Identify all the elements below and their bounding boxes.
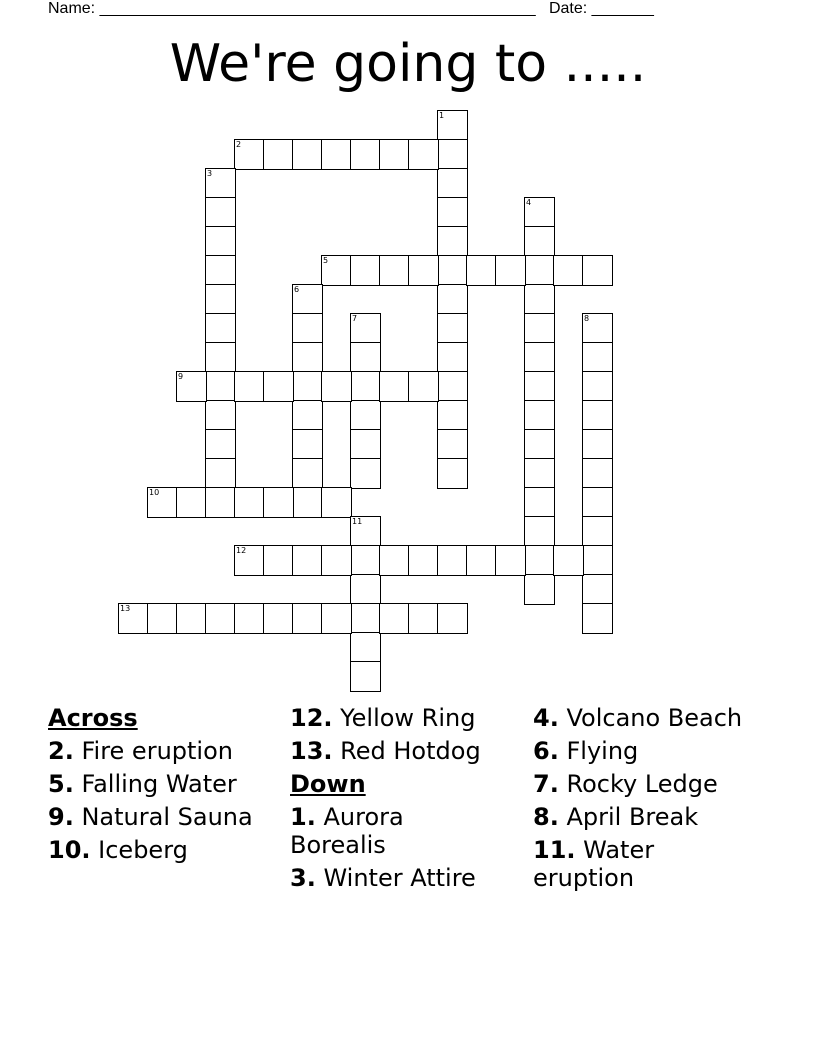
grid-cell[interactable] [234,545,265,576]
clue-text: Rocky Ledge [566,770,718,798]
grid-cell[interactable] [147,487,178,518]
clue-text: Iceberg [98,836,188,864]
grid-cell[interactable] [205,400,236,431]
grid-cell[interactable] [524,255,555,286]
cell-number: 12 [236,546,247,555]
grid-cell[interactable] [292,371,323,402]
clue-text: Red Hotdog [340,737,481,765]
grid-cell[interactable] [292,313,323,344]
grid-cell[interactable] [350,632,381,663]
date-label: Date: [548,0,588,17]
clue-text: Volcano Beach [566,704,743,732]
grid-cell[interactable] [437,110,468,141]
cell-number: 11 [352,517,363,526]
clue-number: 9. [48,803,74,831]
clue-down-1 [290,803,505,859]
clue-text: Water eruption [533,836,655,892]
grid-cell[interactable] [437,139,468,170]
grid-cell[interactable] [437,400,468,431]
grid-cell[interactable] [524,458,555,489]
date-field[interactable]: _______ [591,0,654,17]
grid-cell[interactable] [350,458,381,489]
grid-cell[interactable] [234,371,265,402]
grid-cell[interactable] [524,284,555,315]
cell-number: 2 [236,140,242,149]
grid-cell[interactable] [582,313,613,344]
grid-cell[interactable] [205,226,236,257]
grid-cell[interactable] [495,255,526,286]
cell-number: 4 [526,198,532,207]
clue-across-2 [48,737,263,765]
grid-cell[interactable] [437,197,468,228]
grid-cell[interactable] [321,545,352,576]
across-heading: Across [48,704,138,732]
grid-cell[interactable] [524,400,555,431]
clue-number: 7. [533,770,559,798]
grid-cell[interactable] [205,458,236,489]
grid-cell[interactable] [582,458,613,489]
grid-cell[interactable] [176,603,207,634]
clue-column-2 [290,704,505,897]
grid-cell[interactable] [524,487,555,518]
grid-cell[interactable] [408,603,439,634]
grid-cell[interactable] [437,313,468,344]
grid-cell[interactable] [292,400,323,431]
grid-cell[interactable] [582,429,613,460]
grid-cell[interactable] [292,342,323,373]
clue-text: April Break [566,803,699,831]
grid-cell[interactable] [234,603,265,634]
grid-cell[interactable] [147,603,178,634]
clue-number: 12. [290,704,333,732]
grid-cell[interactable] [350,371,381,402]
grid-cell[interactable] [408,255,439,286]
grid-cell[interactable] [350,574,381,605]
grid-cell[interactable] [350,400,381,431]
grid-cell[interactable] [350,429,381,460]
grid-cell[interactable] [350,516,381,547]
grid-cell[interactable] [582,574,613,605]
clue-text: Natural Sauna [81,803,253,831]
grid-cell[interactable] [408,139,439,170]
grid-cell[interactable] [263,487,294,518]
grid-cell[interactable] [176,371,207,402]
grid-cell[interactable] [408,371,439,402]
grid-cell[interactable] [350,603,381,634]
down-heading: Down [290,770,366,798]
grid-cell[interactable] [437,284,468,315]
grid-cell[interactable] [524,342,555,373]
clue-number: 8. [533,803,559,831]
grid-cell[interactable] [350,139,381,170]
cell-number: 8 [584,314,590,323]
grid-cell[interactable] [292,545,323,576]
grid-cell[interactable] [234,139,265,170]
grid-cell[interactable] [205,487,236,518]
grid-cell[interactable] [437,429,468,460]
grid-cell[interactable] [350,342,381,373]
clue-down-7 [533,770,748,798]
grid-cell[interactable] [205,255,236,286]
clue-number: 11. [533,836,576,864]
grid-cell[interactable] [263,139,294,170]
cell-number: 3 [207,169,213,178]
cell-number: 7 [352,314,358,323]
grid-cell[interactable] [350,313,381,344]
grid-cell[interactable] [379,139,410,170]
grid-cell[interactable] [350,255,381,286]
grid-cell[interactable] [321,371,352,402]
grid-cell[interactable] [553,255,584,286]
grid-cell[interactable] [437,255,468,286]
grid-cell[interactable] [205,603,236,634]
clue-text: Aurora Borealis [290,803,404,859]
clue-text: Flying [566,737,639,765]
grid-cell[interactable] [263,603,294,634]
grid-cell[interactable] [234,487,265,518]
grid-cell[interactable] [350,545,381,576]
grid-cell[interactable] [321,139,352,170]
grid-cell[interactable] [524,545,555,576]
cell-number: 1 [439,111,445,120]
grid-cell[interactable] [176,487,207,518]
grid-cell[interactable] [466,255,497,286]
grid-cell[interactable] [466,545,497,576]
clue-across-5 [48,770,263,798]
grid-cell[interactable] [205,284,236,315]
grid-cell[interactable] [524,429,555,460]
grid-cell[interactable] [524,226,555,257]
clue-number: 4. [533,704,559,732]
grid-cell[interactable] [582,545,613,576]
clue-across-13 [290,737,505,765]
grid-cell[interactable] [553,545,584,576]
grid-cell[interactable] [321,487,352,518]
grid-cell[interactable] [437,458,468,489]
clue-across-12 [290,704,505,732]
clue-down-11 [533,836,748,892]
grid-cell[interactable] [263,371,294,402]
clue-text: Falling Water [81,770,237,798]
grid-cell[interactable] [379,603,410,634]
grid-cell[interactable] [292,487,323,518]
grid-cell[interactable] [292,284,323,315]
clue-across-10 [48,836,263,864]
grid-cell[interactable] [205,429,236,460]
clue-number: 3. [290,864,316,892]
cell-number: 10 [149,488,160,497]
grid-cell[interactable] [205,313,236,344]
clue-number: 5. [48,770,74,798]
puzzle-title: We're going to ..... [169,34,647,94]
clue-text: Winter Attire [323,864,476,892]
grid-cell[interactable] [582,516,613,547]
grid-cell[interactable] [524,197,555,228]
clue-text: Fire eruption [81,737,233,765]
grid-cell[interactable] [437,168,468,199]
grid-cell[interactable] [292,603,323,634]
grid-cell[interactable] [321,603,352,634]
grid-cell[interactable] [205,168,236,199]
grid-cell[interactable] [437,603,468,634]
clue-number: 2. [48,737,74,765]
grid-cell[interactable] [524,516,555,547]
grid-cell[interactable] [205,197,236,228]
grid-cell[interactable] [379,255,410,286]
grid-cell[interactable] [350,661,381,692]
clue-number: 10. [48,836,91,864]
grid-cell[interactable] [582,342,613,373]
clue-down-4 [533,704,748,732]
grid-cell[interactable] [437,371,468,402]
grid-cell[interactable] [495,545,526,576]
clue-number: 6. [533,737,559,765]
grid-cell[interactable] [582,603,613,634]
grid-cell[interactable] [321,255,352,286]
grid-cell[interactable] [524,371,555,402]
grid-cell[interactable] [582,400,613,431]
grid-cell[interactable] [408,545,439,576]
grid-cell[interactable] [582,255,613,286]
clue-number: 13. [290,737,333,765]
clue-down-8 [533,803,748,831]
grid-cell[interactable] [205,371,236,402]
clue-text: Yellow Ring [340,704,476,732]
clue-across-9 [48,803,263,831]
clue-column-3 [533,704,748,897]
grid-cell[interactable] [205,342,236,373]
cell-number: 9 [178,372,184,381]
grid-cell[interactable] [437,226,468,257]
cell-number: 13 [120,604,131,613]
grid-cell[interactable] [524,313,555,344]
name-field[interactable]: _________________________________________________ [99,0,536,17]
clue-number: 1. [290,803,316,831]
grid-cell[interactable] [379,371,410,402]
cell-number: 6 [294,285,300,294]
grid-cell[interactable] [263,545,294,576]
clue-down-3 [290,864,505,892]
grid-cell[interactable] [524,574,555,605]
grid-cell[interactable] [437,545,468,576]
clue-column-1 [48,704,263,869]
name-label: Name: [48,0,96,17]
cell-number: 5 [323,256,329,265]
grid-cell[interactable] [582,371,613,402]
grid-cell[interactable] [118,603,149,634]
grid-cell[interactable] [437,342,468,373]
grid-cell[interactable] [292,429,323,460]
grid-cell[interactable] [582,487,613,518]
clue-down-6 [533,737,748,765]
grid-cell[interactable] [379,545,410,576]
grid-cell[interactable] [292,458,323,489]
grid-cell[interactable] [292,139,323,170]
